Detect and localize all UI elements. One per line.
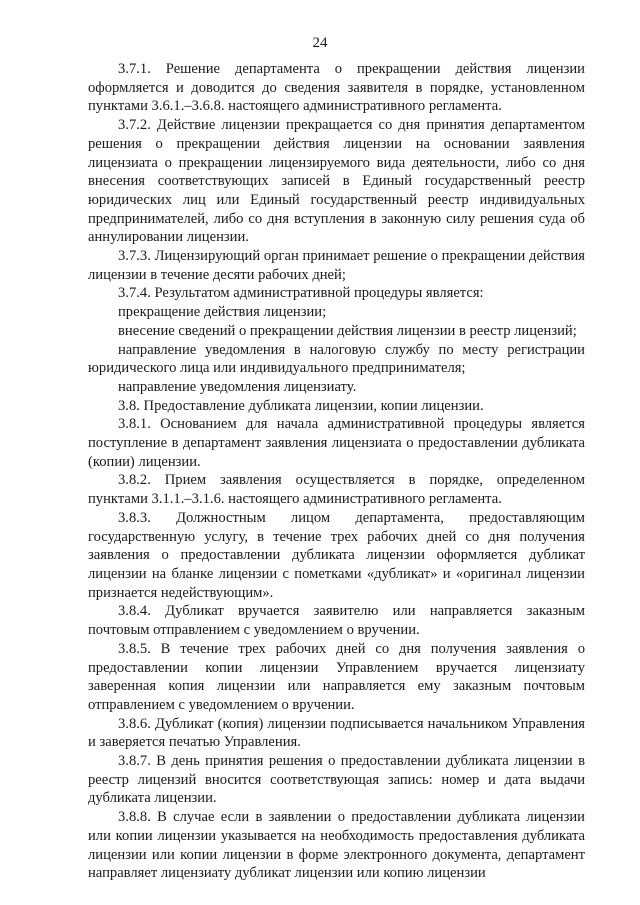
paragraph-3-8-5: 3.8.5. В течение трех рабочих дней со дня получения заявления о предоставлении копии лицензии Управлением вручается лицензиату заверенная копия лицензии или направляется ему заказным почтовым отправлением с уведомлением о вручении. <box>88 640 585 713</box>
result-item-registry-entry: внесение сведений о прекращении действия лицензии в реестр лицензий; <box>118 322 577 339</box>
paragraph-3-8-7: 3.8.7. В день принятия решения о предоставлении дубликата лицензии в реестр лицензий вносится соответствующая запись: номер и дата выдачи дубликата лицензии. <box>88 753 585 807</box>
page-number: 24 <box>312 35 328 51</box>
paragraph-3-8-8: 3.8.8. В случае если в заявлении о предоставлении дубликата лицензии или копии лицензии указывается на необходимость предоставления дубликата лицензии или копии лицензии в форме электронного документа, департамент направляет лицензиату дубликат лицензии или копию лицензии <box>88 809 585 882</box>
paragraph-3-8-6: 3.8.6. Дубликат (копия) лицензии подписывается начальником Управления и заверяется печатью Управления. <box>88 715 585 751</box>
document-body <box>88 60 585 883</box>
paragraph-3-7-4: 3.7.4. Результатом административной процедуры является: <box>118 285 484 302</box>
result-item-termination: прекращение действия лицензии; <box>118 304 327 321</box>
paragraph-3-7-3: 3.7.3. Лицензирующий орган принимает решение о прекращении действия лицензии в течение десяти рабочих дней; <box>88 248 585 283</box>
paragraph-3-8-2: 3.8.2. Прием заявления осуществляется в порядке, определенном пунктами 3.1.1.–3.1.6. настоящего административного регламента. <box>88 472 585 508</box>
paragraph-3-8-4: 3.8.4. Дубликат вручается заявителю или направляется заказным почтовым отправлением с уведомлением о вручении. <box>88 603 585 639</box>
result-item-licensee-notice: направление уведомления лицензиату. <box>118 378 357 395</box>
paragraph-3-8-1: 3.8.1. Основанием для начала административной процедуры является поступление в департамент заявления лицензиата о предоставлении дубликата (копии) лицензии. <box>88 416 585 470</box>
section-heading-3-8: 3.8. Предоставление дубликата лицензии, копии лицензии. <box>118 397 484 414</box>
paragraph-3-7-2: 3.7.2. Действие лицензии прекращается со дня принятия департаментом решения о прекращении действия лицензии на основании заявления лицензиата о прекращении лицензируемого вида деятельности, либо со дня внесения соответствующих записей в Единый государственный реестр юридических лиц или Единый государственный реестр индивидуальных предпринимателей, либо со дня вступления в законную силу решения суда об аннулировании лицензии. <box>88 117 585 246</box>
paragraph-3-8-3: 3.8.3. Должностным лицом департамента, предоставляющим государственную услугу, в течение трех рабочих дней со дня получения заявления о предоставлении дубликата лицензии оформляется дубликат лицензии на бланке лицензии с пометками «дубликат» и «оригинал лицензии признается недействующим». <box>88 509 585 601</box>
result-item-tax-notice: направление уведомления в налоговую службу по месту регистрации юридического лица или индивидуального предпринимателя; <box>88 341 585 377</box>
paragraph-3-7-1: 3.7.1. Решение департамента о прекращении действия лицензии оформляется и доводится до сведения заявителя в порядке, установленном пунктами 3.6.1.–3.6.8. настоящего административного регламента. <box>88 61 585 115</box>
